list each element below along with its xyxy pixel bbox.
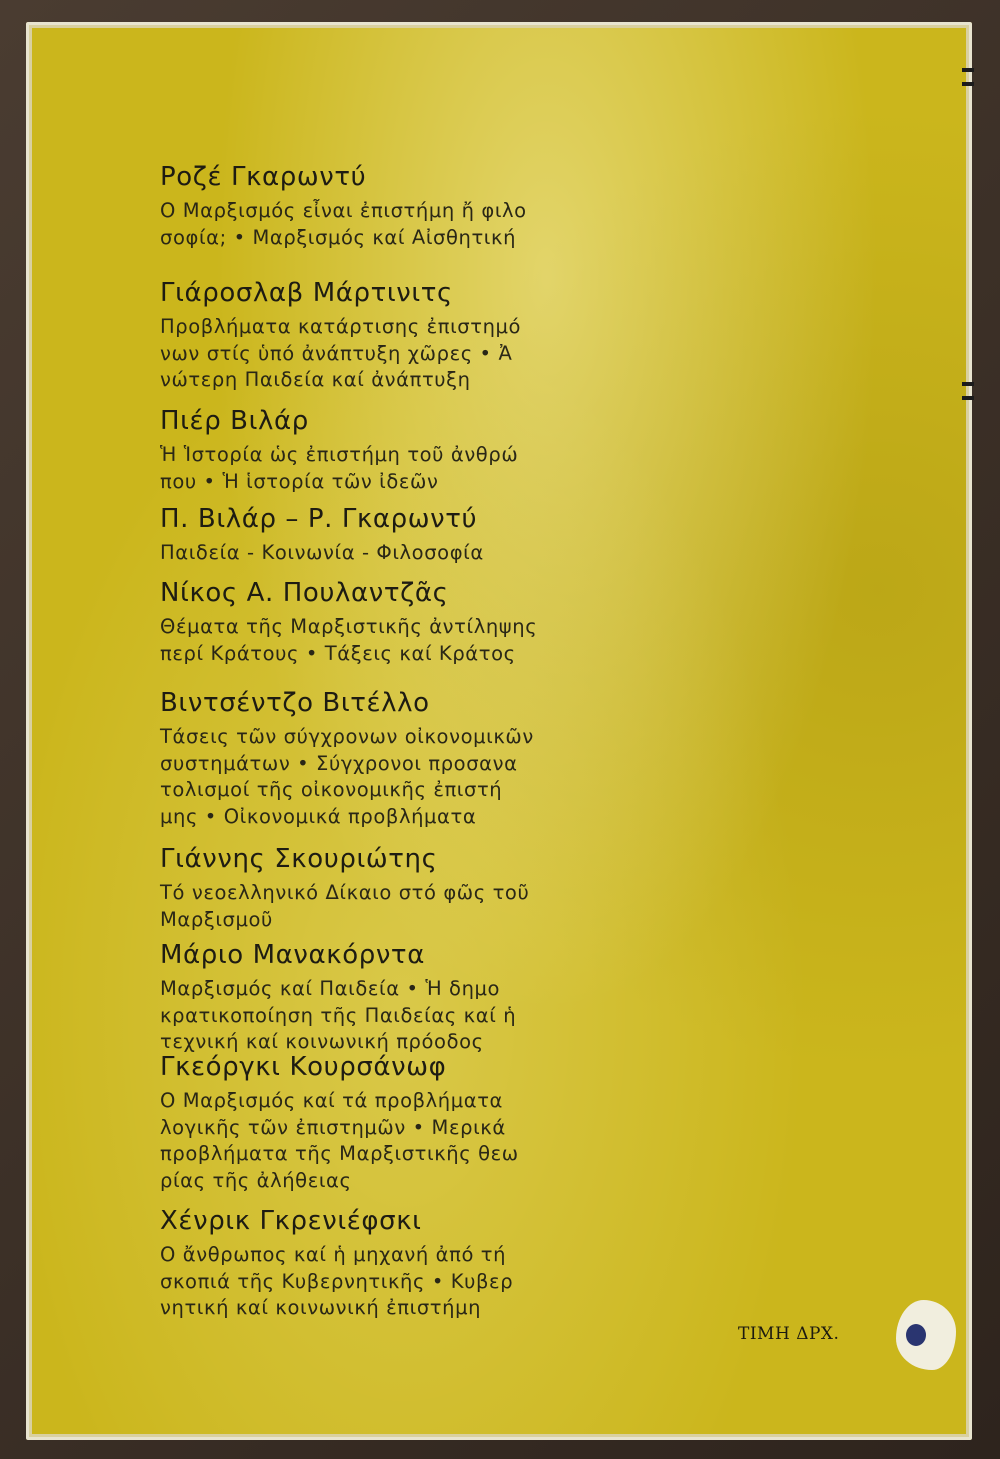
author-name: Γιάννης Σκουριώτης: [160, 844, 438, 874]
title-line: σκοπιά τῆς Κυβερνητικῆς • Κυβερ: [160, 1269, 514, 1293]
title-line: Ἡ Ἱστορία ὡς ἐπιστήμη τοῦ ἀνθρώ: [160, 443, 519, 466]
title-line: τεχνική καί κοινωνική πρόοδος: [160, 1030, 484, 1053]
title-line: περί Κράτους • Τάξεις καί Κράτος: [160, 641, 516, 665]
title-line: Μαρξισμοῦ: [160, 907, 273, 931]
title-line: νων στίς ὑπό ἀνάπτυξη χῶρες • Ἀ: [160, 341, 513, 365]
book-entry: [160, 832, 529, 933]
book-entry: [160, 394, 518, 495]
author-name: Μάριο Μανακόρντα: [160, 940, 425, 970]
book-titles: [160, 314, 521, 394]
title-line: νητική καί κοινωνική ἐπιστήμη: [160, 1296, 482, 1319]
title-line: νώτερη Παιδεία καί ἀνάπτυξη: [160, 368, 471, 391]
book-titles: [160, 880, 529, 933]
book-titles: [160, 724, 534, 830]
book-titles: [160, 1242, 513, 1322]
spine-notch-top-1: [962, 68, 974, 72]
title-line: Τό νεοελληνικό Δίκαιο στό φῶς τοῦ: [160, 881, 530, 904]
book-entry: [160, 1194, 513, 1322]
book-entry: [160, 150, 527, 251]
title-line: Ο Μαρξισμός εἶναι ἐπιστήμη ἤ φιλο: [160, 199, 527, 222]
author-name: Γιάροσλαβ Μάρτινιτς: [160, 278, 453, 308]
book-entry: [160, 676, 534, 830]
book-entry: [160, 566, 537, 667]
author-name: Π. Βιλάρ – Ρ. Γκαρωντύ: [160, 504, 478, 534]
book-entry: [160, 1040, 519, 1194]
title-line: τολισμοί τῆς οἰκονομικῆς ἐπιστή: [160, 778, 503, 801]
title-line: Τάσεις τῶν σύγχρονων οἰκονομικῶν: [160, 725, 534, 748]
title-line: Ο ἄνθρωπος καί ἡ μηχανή ἀπό τή: [160, 1243, 507, 1266]
book-titles: [160, 1088, 519, 1194]
spine-notch-mid-1: [962, 382, 974, 386]
spine-notch-mid-2: [962, 396, 974, 400]
title-line: μης • Οἰκονομικά προβλήματα: [160, 804, 477, 828]
title-line: Μαρξισμός καί Παιδεία • Ἡ δημο: [160, 977, 501, 1000]
title-line: Παιδεία - Κοινωνία - Φιλοσοφία: [160, 541, 484, 564]
spine-notch-top-2: [962, 82, 974, 86]
title-line: συστημάτων • Σύγχρονοι προσανα: [160, 751, 518, 775]
title-line: Θέματα τῆς Μαρξιστικῆς ἀντίληψης: [160, 615, 538, 638]
title-line: λογικῆς τῶν ἐπιστημῶν • Μερικά: [160, 1115, 506, 1139]
book-entry: [160, 928, 516, 1056]
author-name: Γκεόργκι Κουρσάνωφ: [160, 1052, 447, 1082]
title-line: Προβλήματα κατάρτισης ἐπιστημό: [160, 315, 522, 338]
author-name: Ροζέ Γκαρωντύ: [160, 162, 367, 192]
title-line: κρατικοποίηση τῆς Παιδείας καί ἡ: [160, 1003, 517, 1027]
title-line: που • Ἡ ἱστορία τῶν ἰδεῶν: [160, 469, 439, 493]
title-line: Ο Μαρξισμός καί τά προβλήματα: [160, 1089, 503, 1112]
title-line: προβλήματα τῆς Μαρξιστικῆς θεω: [160, 1142, 519, 1165]
book-titles: [160, 198, 527, 251]
author-name: Νίκος Α. Πουλαντζᾶς: [160, 578, 449, 608]
book-titles: [160, 614, 537, 667]
book-titles: [160, 442, 518, 495]
book-entry: [160, 266, 521, 394]
author-name: Βιντσέντζο Βιτέλλο: [160, 688, 430, 718]
price-label: ΤΙΜΗ ΔΡΧ.: [738, 1324, 840, 1344]
author-name: Πιέρ Βιλάρ: [160, 406, 309, 436]
title-line: ρίας τῆς ἀλήθειας: [160, 1168, 352, 1192]
ink-mark: [906, 1324, 926, 1346]
price-sticker-remnant: [896, 1300, 956, 1370]
book-entry: [160, 492, 484, 567]
author-name: Χένρικ Γκρενιέφσκι: [160, 1206, 422, 1236]
book-titles: [160, 540, 484, 567]
title-line: σοφία; • Μαρξισμός καί Αἰσθητική: [160, 225, 517, 249]
